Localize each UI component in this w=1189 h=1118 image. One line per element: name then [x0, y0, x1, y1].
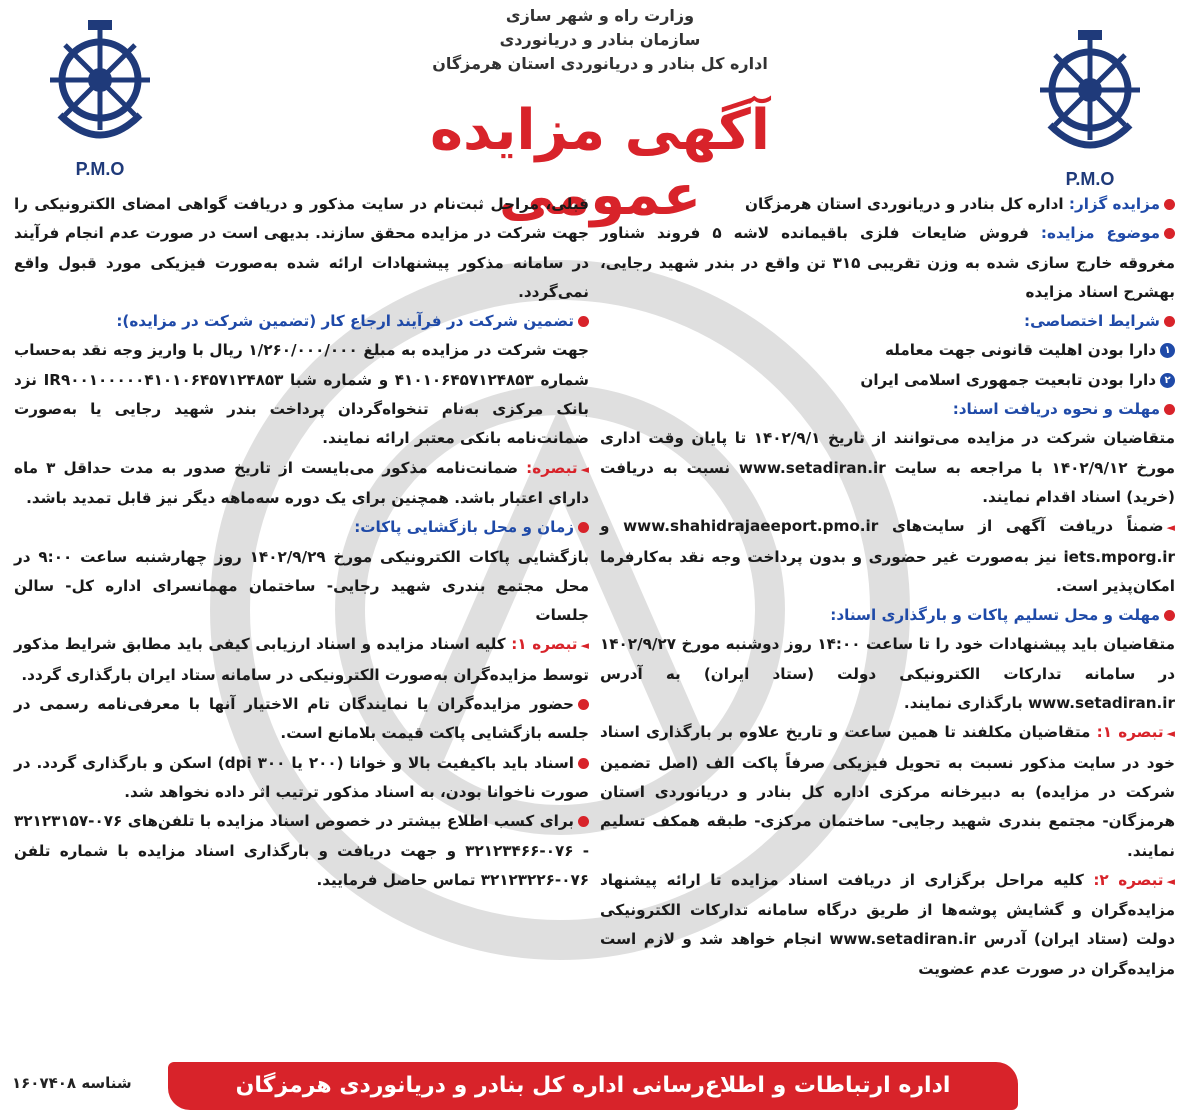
left-note1-paragraph	[14, 630, 589, 690]
ad-id: شناسه ۱۶۰۷۴۰۸	[12, 1074, 132, 1092]
organization-line: سازمان بنادر و دریانوردی	[499, 30, 701, 49]
logo-caption: P.M.O	[1065, 169, 1115, 189]
note-label: تبصره:	[526, 458, 578, 477]
left-note1-label: تبصره ۱:	[511, 635, 578, 654]
note1-paragraph	[600, 718, 1175, 865]
triangle-bullet-icon: ◄	[580, 462, 589, 476]
bullet-dot-icon	[1164, 316, 1175, 327]
deadline-heading	[600, 395, 1175, 424]
triangle-bullet-icon: ◄	[580, 639, 589, 653]
pmo-logo-left	[40, 20, 160, 180]
number-badge: ۱	[1160, 343, 1175, 358]
bullet-dot-icon	[1164, 228, 1175, 239]
note-paragraph	[14, 454, 589, 514]
bullet-dot-icon	[578, 758, 589, 769]
auctioneer-paragraph	[600, 190, 1175, 219]
number-badge: ۲	[1160, 373, 1175, 388]
ministry-line: وزارت راه و شهر سازی	[505, 6, 695, 25]
guarantee-heading	[14, 307, 589, 336]
note2-label: تبصره ۲:	[1093, 870, 1164, 889]
continuation-text: قبلی، مراحل ثبت‌نام در سایت مذکور و دریافت گواهی امضای الکترونیکی را جهت شرکت در مزایده محقق سازند. بدیهی است در صورت عدم انجام فرآیند در سامانه مذکور پیشنهادات ارائه شده به‌صورت فیزیکی مورد قبول واقع نمی‌گردد.	[14, 195, 589, 301]
scan-text: اسناد باید باکیفیت بالا و خوانا (۲۰۰ یا ۳۰۰ dpi) اسکن و بارگذاری گردد. در صورت ناخوانا بودن، به اسناد مذکور ترتیب اثر داده نخواهد شد.	[14, 753, 589, 801]
auctioneer-label: مزایده گزار:	[1068, 195, 1160, 213]
delivery-label: مهلت و محل تسلیم پاکات و بارگذاری اسناد:	[830, 606, 1160, 625]
note2-text: کلیه مراحل برگزاری از دریافت اسناد مزایده تا ارائه پیشنهاد مزایده‌گران و گشایش پوشه‌ها از طریق درگاه سامانه تدارکات الکترونیکی دولت (ستاد ایران) آدرس www.setadiran.ir انجام خواهد شد و لازم است مزایده‌گران در صورت عدم عضویت	[600, 870, 1175, 978]
bullet-dot-icon	[1164, 199, 1175, 210]
note1-label: تبصره ۱:	[1096, 723, 1164, 742]
subject-paragraph	[600, 219, 1175, 307]
bullet-dot-icon	[578, 699, 589, 710]
bullet-dot-icon	[578, 316, 589, 327]
presence-text: حضور مزایده‌گران یا نمایندگان تام الاختیار آنها با معرفی‌نامه رسمی در جلسه بازگشایی پاکت قیمت بلامانع است.	[14, 695, 589, 743]
opening-heading	[14, 513, 589, 542]
page-title: آگهی مزایده عمومی	[429, 98, 771, 228]
left-column	[14, 190, 589, 895]
special-item-text: دارا بودن اهلیت قانونی جهت معامله	[884, 341, 1156, 360]
pmo-logo-right	[1030, 30, 1150, 190]
footer-banner: اداره ارتباطات و اطلاع‌رسانی اداره کل بنادر و دریانوردی هرمزگان	[168, 1062, 1018, 1110]
subject-label: موضوع مزایده:	[1040, 224, 1160, 243]
left-note1-text: کلیه اسناد مزایده و اسناد ارزیابی کیفی باید مطابق شرایط مذکور توسط مزایده‌گران به‌صورت الکترونیکی در سامانه ستاد ایران بارگذاری گردد.	[14, 635, 589, 684]
note1-text: متقاضیان مکلفند تا همین ساعت و تاریخ علاوه بر بارگذاری اسناد خود در سایت مذکور نسبت به تحویل فیزیکی صرفاً پاکت الف (اصل تضمین شرکت در مزایده) به دبیرخانه مرکزی اداره کل بنادر و دریانوردی استان هرمزگان- مجتمع بندری شهید رجایی- ساختمان مرکزی- طبقه همکف تسلیم نمایند.	[600, 723, 1175, 860]
bullet-dot-icon	[578, 816, 589, 827]
scan-paragraph	[14, 749, 589, 808]
also-paragraph	[600, 512, 1175, 601]
header-org-lines	[340, 4, 860, 76]
contact-paragraph	[14, 807, 589, 895]
guarantee-text: جهت شرکت در مزایده به مبلغ ۱/۲۶۰/۰۰۰/۰۰۰ ریال با واریز وجه نقد به‌حساب شماره ۴۱۰۱۰۶۴۵۷۱۲۴۸۵۳ و شماره شبا IR۹۰۰۱۰۰۰۰۰۴۱۰۱۰۶۴۵۷۱۲۴۸۵۳ نزد بانک مرکزی به‌نام تنخواه‌گردان پرداخت بندر شهید رجایی یا به‌صورت ضمانت‌نامه بانکی معتبر ارائه نمایند.	[14, 341, 589, 448]
anchor-wheel-icon	[1030, 30, 1150, 160]
special-item	[600, 336, 1175, 365]
subject-value: فروش ضایعات فلزی باقیمانده لاشه ۵ فروند شناور مغروقه خارج سازی شده به وزن تقریبی ۳۱۵ تن واقع در بندر شهید رجایی، بهشرح اسناد مزایده	[600, 224, 1175, 301]
anchor-wheel-icon	[40, 20, 160, 150]
special-item	[600, 366, 1175, 395]
right-column	[600, 190, 1175, 984]
special-conditions-heading	[600, 307, 1175, 336]
bullet-dot-icon	[1164, 610, 1175, 621]
bullet-dot-icon	[578, 522, 589, 533]
logo-caption: P.M.O	[75, 159, 125, 179]
triangle-bullet-icon: ◄	[1166, 521, 1175, 535]
delivery-text: متقاضیان باید پیشنهادات خود را تا ساعت ۱۴:۰۰ روز دوشنبه مورخ ۱۴۰۲/۹/۲۷ در سامانه تدارکات الکترونیکی دولت (ستاد ایران) به آدرس www.setadiran.ir بارگذاری نمایند.	[600, 635, 1175, 713]
deadline-text: متقاضیان شرکت در مزایده می‌توانند از تاریخ ۱۴۰۲/۹/۱ تا پایان وقت اداری مورخ ۱۴۰۲/۹/۱۲ با مراجعه به سایت www.setadiran.ir نسبت به دریافت (خرید) اسناد اقدام نمایند.	[600, 429, 1176, 506]
note-text: ضمانت‌نامه مذکور می‌بایست از تاریخ صدور به مدت حداقل ۳ ماه دارای اعتبار باشد. همچنین برای یک دوره سه‌ماهه دیگر نیز قابل تمدید باشد.	[14, 458, 589, 507]
opening-label: زمان و محل بازگشایی پاکات:	[354, 518, 574, 537]
deadline-label: مهلت و نحوه دریافت اسناد:	[952, 400, 1160, 419]
presence-paragraph	[14, 690, 589, 749]
delivery-heading	[600, 601, 1175, 630]
auctioneer-value: اداره کل بنادر و دریانوردی استان هرمزگان	[745, 195, 1064, 213]
bullet-dot-icon	[1164, 404, 1175, 415]
department-line: اداره کل بنادر و دریانوردی استان هرمزگان	[432, 54, 768, 73]
special-item-text: دارا بودن تابعیت جمهوری اسلامی ایران	[860, 370, 1156, 389]
guarantee-label: تضمین شرکت در فرآیند ارجاع کار (تضمین شرکت در مزایده):	[116, 312, 574, 331]
contact-text: برای کسب اطلاع بیشتر در خصوص اسناد مزایده با تلفن‌های ۰۷۶-۳۲۱۲۳۱۵۷ - ۰۷۶-۳۲۱۲۳۴۶۶ و جهت دریافت و بارگذاری اسناد مزایده با شماره تلفن ۰۷۶-۳۲۱۲۳۲۲۶ تماس حاصل فرمایید.	[14, 812, 589, 889]
special-label: شرایط اختصاصی:	[1024, 312, 1160, 331]
opening-text: بازگشایی پاکات الکترونیکی مورخ ۱۴۰۲/۹/۲۹ روز چهارشنبه ساعت ۹:۰۰ در محل مجتمع بندری شهید رجایی- ساختمان مهمانسرای اداره کل- سالن جلسات	[14, 547, 589, 625]
note2-paragraph	[600, 866, 1175, 984]
triangle-bullet-icon: ◄	[1166, 727, 1175, 741]
also-text: ضمناً دریافت آگهی از سایت‌های www.shahidrajaeeport.pmo.ir و iets.mporg.ir نیز به‌صورت غیر حضوری و بدون پرداخت وجه نقد به‌کارفرما امکان‌پذیر است.	[600, 517, 1175, 595]
triangle-bullet-icon: ◄	[1166, 874, 1175, 888]
